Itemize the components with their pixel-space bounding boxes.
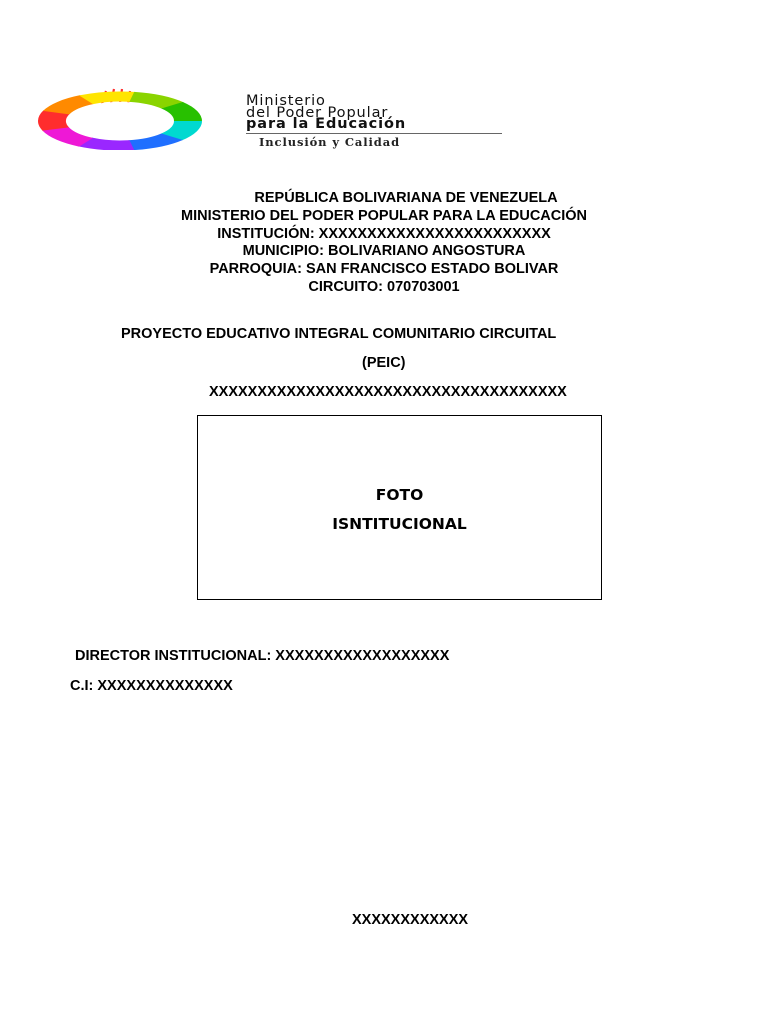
director-ci: C.I: XXXXXXXXXXXXXX <box>70 678 233 694</box>
logo-divider <box>246 133 502 134</box>
photo-label-line2: ISNTITUCIONAL <box>332 515 467 533</box>
logo-ring-center <box>67 102 173 140</box>
header-institution: INSTITUCIÓN: XXXXXXXXXXXXXXXXXXXXXXXX <box>217 225 551 242</box>
project-acronym: (PEIC) <box>362 355 406 371</box>
ministry-logo-icon <box>32 88 228 150</box>
logo-line-educacion: para la Educación <box>246 116 407 132</box>
director-label: DIRECTOR INSTITUCIONAL: XXXXXXXXXXXXXXXXXX <box>75 648 450 664</box>
photo-placeholder-box <box>197 415 602 600</box>
photo-placeholder-label <box>198 481 601 539</box>
project-title: PROYECTO EDUCATIVO INTEGRAL COMUNITARIO CIRCUITAL <box>121 326 557 342</box>
header-circuit: CIRCUITO: 070703001 <box>308 278 460 295</box>
logo-line-ministerio: Ministerio <box>246 93 326 109</box>
photo-label-line1: FOTO <box>375 486 424 504</box>
footer-placeholder: XXXXXXXXXXXX <box>352 912 469 928</box>
header-parish: PARROQUIA: SAN FRANCISCO ESTADO BOLIVAR <box>209 261 559 278</box>
ministry-logo-text <box>246 93 516 132</box>
header-municipality: MUNICIPIO: BOLIVARIANO ANGOSTURA <box>242 243 526 260</box>
header-ministry: MINISTERIO DEL PODER POPULAR PARA LA EDUCACIÓN <box>180 207 588 224</box>
logo-tagline: Inclusión y Calidad <box>259 135 401 149</box>
logo-line-poder-popular: del Poder Popular <box>246 104 389 121</box>
document-header <box>0 190 768 297</box>
header-republic: REPÚBLICA BOLIVARIANA DE VENEZUELA <box>254 190 558 206</box>
project-name-placeholder: XXXXXXXXXXXXXXXXXXXXXXXXXXXXXXXXXXXXX <box>209 384 567 400</box>
